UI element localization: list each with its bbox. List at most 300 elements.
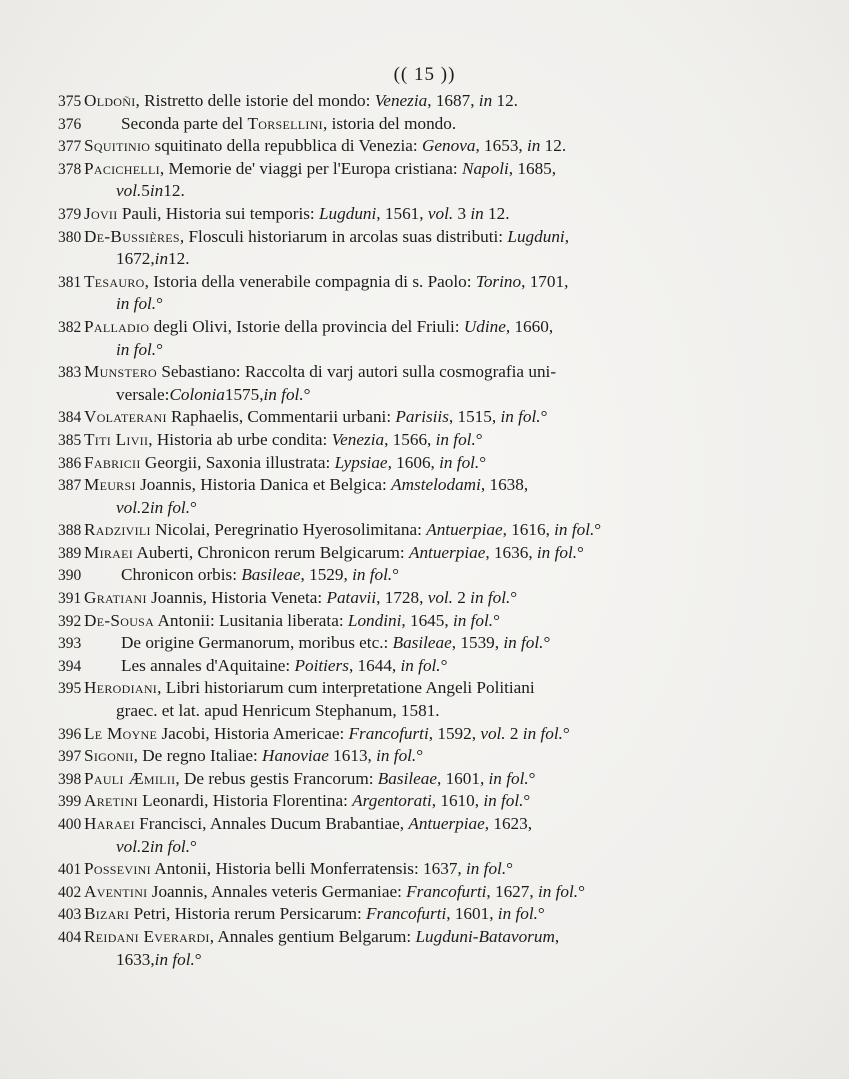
entry-text: ° [577, 542, 584, 562]
entry-body [84, 271, 828, 294]
entry-text: , 1638, [480, 475, 529, 495]
entry-text: ° [194, 949, 202, 969]
entry-text: Antonii: Lusitania liberata: [154, 610, 348, 630]
entry-text: 1672, [116, 249, 155, 269]
entry-text: 3 [453, 203, 471, 223]
italic-text: in fol. [503, 633, 544, 653]
italic-text: Torino [475, 271, 522, 291]
entry-text: , 1606, [387, 452, 440, 472]
entry-text: Raphaelis, Commentarii urbani: [166, 407, 396, 427]
catalogue-entry [58, 271, 828, 316]
italic-text: Lypsiae [334, 452, 388, 472]
entry-number: 383 [58, 364, 82, 382]
entry-continuation [58, 293, 828, 316]
entry-line [58, 429, 828, 452]
entry-text: , 1728, [376, 588, 428, 608]
entry-number: 403 [58, 906, 82, 924]
catalogue-entry [58, 113, 828, 136]
catalogue-entries [58, 90, 828, 971]
entry-text: Antonii, Historia belli Monferratensis: 1637, [150, 859, 467, 879]
italic-text: Basileae [392, 633, 452, 653]
entry-line [58, 519, 828, 542]
italic-text: Argentorati [352, 791, 432, 811]
catalogue-entry [58, 723, 828, 746]
entry-number: 385 [58, 431, 82, 449]
entry-text: , Ristretto delle istorie del mondo: [135, 91, 375, 110]
entry-number: 393 [58, 635, 82, 653]
entry-body [84, 135, 828, 158]
author-name: Tesauro [84, 271, 145, 291]
entry-continuation [58, 339, 828, 362]
entry-text: , 1610, [431, 791, 484, 811]
entry-number: 386 [58, 454, 82, 472]
entry-text: 2 [505, 723, 523, 743]
italic-text: in fol. [376, 746, 417, 766]
entry-text: , 1515, [448, 407, 501, 427]
entry-line [58, 813, 828, 836]
italic-text: vol. [116, 836, 142, 856]
entry-number: 392 [58, 612, 82, 630]
entry-text: degli Olivi, Istorie della provincia del Friuli: [149, 316, 464, 336]
entry-text: Nicolai, Peregrinatio Hyerosolimitana: [150, 520, 427, 540]
entry-number: 375 [58, 93, 82, 110]
author-name: Haraei [84, 814, 135, 833]
entry-body [84, 723, 828, 746]
italic-text: Parisiis [395, 407, 449, 427]
entry-line [58, 361, 828, 384]
entry-text: 1575, [224, 384, 264, 404]
catalogue-entry [58, 542, 828, 565]
entry-line [58, 542, 828, 565]
catalogue-entry [58, 158, 828, 203]
entry-number: 382 [58, 318, 82, 336]
italic-text: in fol. [497, 904, 538, 924]
entry-text: ° [523, 791, 531, 811]
entry-text: ° [156, 339, 163, 359]
author-name: Possevini [84, 859, 151, 879]
entry-body [84, 745, 828, 768]
entry-line [58, 723, 828, 746]
entry-body [84, 406, 828, 429]
catalogue-entry [58, 203, 828, 226]
author-name: De-Sousa [84, 610, 155, 630]
catalogue-entry [58, 452, 828, 475]
entry-text: ° [303, 384, 311, 404]
entry-text: 1613, [328, 746, 377, 766]
entry-body [84, 632, 828, 655]
entry-number: 384 [58, 409, 82, 427]
italic-text: in fol. [116, 339, 157, 359]
entry-text: , 1592, [428, 723, 481, 743]
catalogue-entry [58, 790, 828, 813]
entry-text: , [554, 926, 560, 946]
entry-continuation [58, 949, 828, 972]
catalogue-entry [58, 610, 828, 633]
italic-text: in fol. [536, 542, 578, 562]
author-name: Pacichelli [84, 158, 160, 178]
author-name: Reidani Everardi [84, 926, 210, 946]
catalogue-entry [58, 429, 828, 452]
entry-line [58, 158, 828, 181]
entry-text: , 1653, [475, 136, 527, 156]
entry-text: ° [537, 904, 545, 924]
entry-body [84, 542, 828, 565]
italic-text: in fol. [149, 497, 190, 517]
entry-body [84, 655, 828, 678]
italic-text: in fol. [116, 294, 157, 314]
entry-text: 12. [492, 91, 518, 110]
author-name: Sigonii [84, 746, 134, 766]
entry-line [58, 203, 828, 226]
entry-text: , De regno Italiae: [133, 746, 263, 766]
entry-number: 381 [58, 273, 82, 291]
entry-text: Jacobi, Historia Americae: [157, 723, 349, 743]
italic-text: Basileae [241, 565, 301, 585]
entry-line [58, 474, 828, 497]
entry-number: 389 [58, 544, 82, 562]
entry-body [84, 813, 828, 836]
entry-body [84, 474, 828, 497]
entry-text: , 1539, [451, 633, 504, 653]
entry-text: , 1685, [508, 158, 557, 178]
italic-text: Francofurti [366, 904, 447, 924]
entry-text: Seconda parte del [121, 113, 248, 133]
entry-text: Joannis, Historia Veneta: [146, 588, 327, 608]
italic-text: Hanoviae [262, 746, 329, 766]
entry-text: ° [475, 429, 483, 449]
entry-line [58, 90, 828, 113]
entry-body [84, 881, 828, 904]
entry-number: 394 [58, 657, 82, 675]
italic-text: in [527, 136, 541, 156]
catalogue-entry [58, 226, 828, 271]
catalogue-entry [58, 135, 828, 158]
entry-text: , 1687, [427, 91, 479, 110]
author-name: Meursi [84, 475, 136, 495]
entry-text: ° [493, 610, 500, 630]
italic-text: in [470, 203, 484, 223]
entry-text: ° [506, 859, 513, 879]
entry-body [84, 429, 828, 452]
italic-text: vol. [480, 723, 506, 743]
entry-line [58, 226, 828, 249]
entry-text: ° [543, 633, 551, 653]
italic-text: Udine [463, 316, 506, 336]
entry-line [58, 564, 828, 587]
entry-text: , 1645, [401, 610, 453, 630]
italic-text: Napoli [462, 158, 509, 178]
entry-text: , 1566, [384, 429, 436, 449]
catalogue-entry [58, 655, 828, 678]
italic-text: Francofurti [348, 723, 429, 743]
entry-line [58, 768, 828, 791]
entry-number: 390 [58, 567, 82, 585]
author-name: Volaterani [84, 407, 167, 427]
italic-text: Venezia [331, 429, 385, 449]
author-name: Miraei [84, 542, 134, 562]
italic-text: Antuerpiae [408, 542, 486, 562]
entry-body [84, 926, 828, 949]
italic-text: Antuerpiae [426, 520, 503, 540]
entry-body [84, 158, 828, 181]
catalogue-entry [58, 745, 828, 768]
entry-number: 400 [58, 816, 82, 833]
italic-text: in fol. [488, 768, 529, 788]
italic-text: in [478, 91, 493, 110]
entry-text: Les annales d'Aquitaine: [121, 655, 295, 675]
entry-line [58, 745, 828, 768]
catalogue-entry [58, 316, 828, 361]
entry-line [58, 610, 828, 633]
entry-text: ° [578, 881, 585, 901]
entry-text: , Flosculi historiarum in arcolas suas distributi: [179, 226, 508, 246]
author-name: Bizari [84, 904, 130, 924]
entry-text: , 1616, [502, 520, 555, 540]
italic-text: in fol. [263, 384, 304, 404]
author-name: Le Moyne [84, 723, 158, 743]
italic-text: Basileae [377, 768, 437, 788]
entry-body [84, 90, 828, 113]
italic-text: Francofurti [406, 881, 487, 901]
italic-text: vol. [427, 203, 454, 223]
entry-number: 395 [58, 680, 82, 698]
author-name: Radzivili [84, 520, 151, 540]
entry-line [58, 790, 828, 813]
entry-body [84, 610, 828, 633]
italic-text: in fol. [439, 452, 480, 472]
entry-text: Georgii, Saxonia illustrata: [140, 452, 335, 472]
italic-text: in fol. [466, 859, 507, 879]
author-name: Fabricii [84, 452, 141, 472]
catalogue-entry [58, 406, 828, 429]
italic-text: in fol. [452, 610, 494, 630]
entry-text: , Libri historiarum cum interpretatione Angeli Politiani [157, 678, 535, 698]
entry-text: , 1601, [436, 768, 489, 788]
entry-number: 404 [58, 928, 82, 946]
entry-number: 397 [58, 748, 82, 766]
italic-text: in [154, 249, 169, 269]
entry-text: ° [479, 452, 487, 472]
entry-text: , 1601, [446, 904, 498, 924]
entry-continuation [58, 700, 828, 723]
italic-text: in fol. [537, 881, 579, 901]
author-name: Pauli Æmilii [84, 768, 176, 788]
author-name: Gratiani [84, 588, 147, 608]
entry-text: , 1660, [505, 316, 554, 336]
entry-text: Petri, Historia rerum Persicarum: [129, 904, 367, 924]
italic-text: in fol. [435, 429, 476, 449]
catalogue-entry [58, 677, 828, 722]
catalogue-entry [58, 813, 828, 858]
entry-line [58, 903, 828, 926]
entry-number: 391 [58, 590, 82, 608]
italic-text: Genova [421, 136, 476, 156]
entry-line [58, 113, 828, 136]
entry-text: , 1644, [348, 655, 401, 675]
catalogue-entry [58, 903, 828, 926]
entry-body [84, 203, 828, 226]
entry-line [58, 316, 828, 339]
entry-line [58, 406, 828, 429]
entry-text: ° [562, 723, 570, 743]
italic-text: Colonia [169, 384, 225, 404]
entry-text: ° [190, 836, 197, 856]
italic-text: vol. [427, 588, 453, 608]
entry-text: , 1627, [486, 881, 538, 901]
entry-number: 379 [58, 205, 82, 223]
entry-line [58, 632, 828, 655]
entry-text: Auberti, Chronicon rerum Belgicarum: [133, 542, 409, 562]
entry-continuation [58, 384, 828, 407]
entry-text: , 1623, [484, 814, 533, 833]
entry-text: , 1701, [521, 271, 569, 291]
author-name: Oldoñi [84, 91, 136, 110]
catalogue-entry [58, 587, 828, 610]
entry-text: ° [416, 746, 424, 766]
entry-number: 398 [58, 770, 82, 788]
italic-text: in fol. [352, 565, 393, 585]
entry-body [84, 768, 828, 791]
entry-line [58, 271, 828, 294]
entry-text: Joannis, Historia Danica et Belgica: [135, 475, 392, 495]
entry-text: 12. [483, 203, 510, 223]
entry-text: ° [392, 565, 400, 585]
entry-continuation [58, 836, 828, 859]
italic-text: in fol. [483, 791, 524, 811]
entry-text: ° [510, 588, 518, 608]
entry-line [58, 677, 828, 700]
italic-text: in fol. [522, 723, 563, 743]
entry-text: Joannis, Annales veteris Germaniae: [147, 881, 407, 901]
entry-text: 2 [452, 588, 471, 608]
entry-body [84, 587, 828, 610]
entry-number: 396 [58, 725, 82, 743]
entry-body [84, 564, 828, 587]
entry-line [58, 135, 828, 158]
entry-body [84, 677, 828, 700]
entry-text: Pauli, Historia sui temporis: [117, 203, 319, 223]
entry-text: ° [594, 520, 602, 540]
entry-text: 12. [168, 249, 190, 269]
entry-body [84, 361, 828, 384]
entry-text: , 1529, [300, 565, 353, 585]
italic-text: in [149, 181, 164, 201]
italic-text: in fol. [554, 520, 595, 540]
author-name: Aventini [84, 881, 148, 901]
entry-text: versale: [116, 384, 170, 404]
entry-body [84, 903, 828, 926]
entry-body [84, 226, 828, 249]
entry-number: 388 [58, 522, 82, 540]
entry-text: 2 [141, 497, 150, 517]
italic-text: Amstelodami [391, 475, 481, 495]
entry-text: squitinato della repubblica di Venezia: [150, 136, 422, 156]
entry-text: Sebastiano: Raccolta di varj autori sulla cosmografia uni- [157, 362, 557, 382]
italic-text: vol. [116, 181, 142, 201]
entry-number: 387 [58, 477, 82, 495]
catalogue-entry [58, 474, 828, 519]
entry-text: ° [156, 294, 163, 314]
italic-text: Patavii [326, 588, 377, 608]
entry-text: Chronicon orbis: [121, 565, 242, 585]
italic-text: Poitiers [294, 655, 349, 675]
entry-number: 401 [58, 861, 82, 879]
catalogue-entry [58, 90, 828, 113]
italic-text: Lugduni [507, 226, 565, 246]
entry-text: graec. et lat. apud Henricum Stephanum, 1581. [116, 701, 440, 721]
entry-number: 376 [58, 115, 82, 133]
author-name: Jovii [84, 203, 118, 223]
catalogue-entry [58, 519, 828, 542]
catalogue-entry [58, 361, 828, 406]
entry-continuation [58, 180, 828, 203]
entry-text: 2 [141, 836, 150, 856]
catalogue-entry [58, 564, 828, 587]
catalogue-entry [58, 926, 828, 971]
page-number: (( 15 )) [393, 64, 456, 85]
italic-text: vol. [116, 497, 142, 517]
author-name: De-Bussières [84, 226, 180, 246]
entry-text: , Memorie de' viaggi per l'Europa cristiana: [159, 158, 462, 178]
entry-text: 1633, [116, 949, 155, 969]
author-name: Torsellini [247, 113, 323, 133]
author-name: Munstero [84, 362, 158, 382]
italic-text: Lugduni [318, 203, 377, 223]
entry-text: Leonardi, Historia Florentina: [137, 791, 353, 811]
entry-body [84, 452, 828, 475]
entry-text: Francisci, Annales Ducum Brabantiae, [134, 814, 409, 833]
entry-text: ° [440, 655, 448, 675]
entry-number: 380 [58, 228, 82, 246]
entry-line [58, 858, 828, 881]
entry-line [58, 655, 828, 678]
italic-text: in fol. [470, 588, 511, 608]
entry-text: , Istoria della venerabile compagnia di s. Paolo: [144, 271, 476, 291]
entry-body [84, 113, 828, 136]
entry-number: 378 [58, 160, 82, 178]
entry-line [58, 587, 828, 610]
entry-number: 377 [58, 138, 82, 156]
italic-text: Londini [347, 610, 402, 630]
entry-line [58, 926, 828, 949]
author-name: Titi Livii [84, 429, 149, 449]
entry-body [84, 316, 828, 339]
entry-text: De origine Germanorum, moribus etc.: [121, 633, 393, 653]
entry-text: , [564, 226, 569, 246]
italic-text: Venezia [374, 91, 428, 110]
catalogue-entry [58, 858, 828, 881]
italic-text: in fol. [400, 655, 441, 675]
italic-text: in fol. [154, 949, 195, 969]
entry-text: , istoria del mondo. [322, 113, 457, 133]
entry-text: 12. [540, 136, 567, 156]
italic-text: Antuerpiae [408, 814, 485, 833]
catalogue-entry [58, 768, 828, 791]
author-name: Palladio [84, 316, 150, 336]
italic-text: Lugduni-Batavorum [415, 926, 555, 946]
entry-line [58, 881, 828, 904]
catalogue-entry [58, 632, 828, 655]
entry-text: , Annales gentium Belgarum: [209, 926, 416, 946]
entry-text: 5 [141, 181, 150, 201]
entry-body [84, 790, 828, 813]
author-name: Aretini [84, 791, 138, 811]
italic-text: in fol. [149, 836, 190, 856]
entry-continuation [58, 248, 828, 271]
author-name: Squitinio [84, 136, 151, 156]
entry-text: ° [190, 497, 197, 517]
entry-text: , De rebus gestis Francorum: [175, 768, 378, 788]
